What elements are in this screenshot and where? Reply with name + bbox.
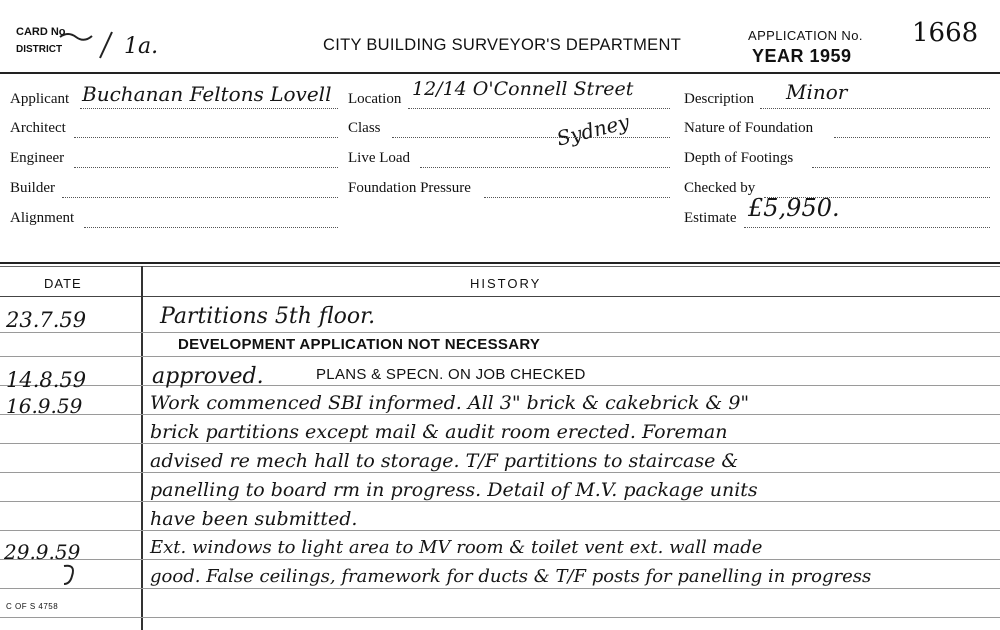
- builder-line: [62, 197, 338, 198]
- location-value: 12/14 O'Connell Street: [412, 78, 634, 100]
- architect-line: [74, 137, 338, 138]
- history-line: [0, 588, 1000, 589]
- entry-text: advised re mech hall to storage. T/F partitions to staircase &: [150, 450, 739, 472]
- application-label: APPLICATION No.: [748, 28, 863, 43]
- entry-text: Partitions 5th floor.: [160, 304, 376, 329]
- top-rule: [0, 72, 1000, 74]
- entry-text: approved.: [152, 364, 264, 389]
- checked-by-label: Checked by: [684, 180, 756, 196]
- district-value: 1a.: [124, 34, 159, 59]
- entry-date: 29.9.59: [4, 540, 81, 564]
- history-line: [0, 332, 1000, 333]
- footer-code: C OF S 4758: [6, 602, 59, 611]
- foundation-pressure-label: Foundation Pressure: [348, 180, 471, 196]
- section-divider-thin: [0, 266, 1000, 267]
- card-no-scribble: [58, 28, 98, 38]
- estimate-value: £5,950.: [748, 194, 840, 222]
- nature-foundation-label: Nature of Foundation: [684, 120, 814, 136]
- card-no-label: CARD No.: [16, 26, 69, 38]
- entry-text: Work commenced SBI informed. All 3" brick & cakebrick & 9": [150, 392, 750, 414]
- class-label: Class: [348, 120, 381, 136]
- alignment-label: Alignment: [10, 210, 75, 226]
- entry-date: 14.8.59: [6, 368, 87, 392]
- architect-label: Architect: [10, 120, 66, 136]
- entry-date: 16.9.59: [6, 394, 83, 418]
- district-label: DISTRICT: [16, 44, 63, 55]
- history-line: [0, 530, 1000, 531]
- class-line: [392, 137, 670, 138]
- date-column-header: DATE: [44, 276, 82, 291]
- location-value-2: Sydney: [554, 109, 632, 151]
- history-header-rule: [0, 296, 1000, 297]
- applicant-line: [80, 108, 338, 109]
- applicant-value: Buchanan Feltons Lovell: [82, 82, 332, 106]
- district-divider: [96, 30, 116, 60]
- alignment-line: [84, 227, 338, 228]
- date-column-separator: [141, 266, 143, 630]
- history-line: [0, 443, 1000, 444]
- builder-label: Builder: [10, 180, 55, 196]
- estimate-line: [744, 227, 990, 228]
- depth-footings-line: [812, 167, 990, 168]
- department-title: CITY BUILDING SURVEYOR'S DEPARTMENT: [323, 36, 682, 54]
- section-divider: [0, 262, 1000, 264]
- history-line: [0, 501, 1000, 502]
- entry-stamp: PLANS & SPECN. ON JOB CHECKED: [316, 366, 586, 383]
- entry-text: brick partitions except mail & audit room erected. Foreman: [150, 421, 728, 443]
- year-label: YEAR 1959: [752, 46, 852, 66]
- estimate-label: Estimate: [684, 210, 737, 226]
- history-column-header: HISTORY: [470, 276, 542, 291]
- engineer-label: Engineer: [10, 150, 65, 166]
- description-line: [760, 108, 990, 109]
- history-line: [0, 356, 1000, 357]
- history-line: [0, 385, 1000, 386]
- entry-stamp: DEVELOPMENT APPLICATION NOT NECESSARY: [178, 336, 541, 353]
- entry-text: panelling to board rm in progress. Detail of M.V. package units: [150, 479, 758, 501]
- entry-text: Ext. windows to light area to MV room & toilet vent ext. wall made: [150, 537, 763, 558]
- description-value: Minor: [786, 80, 848, 104]
- engineer-line: [74, 167, 338, 168]
- margin-mark: [60, 562, 80, 588]
- live-load-line: [420, 167, 670, 168]
- history-line: [0, 472, 1000, 473]
- history-line: [0, 559, 1000, 560]
- history-line: [0, 617, 1000, 618]
- depth-footings-label: Depth of Footings: [684, 150, 794, 166]
- location-label: Location: [348, 91, 402, 107]
- history-line: [0, 414, 1000, 415]
- description-label: Description: [684, 91, 754, 107]
- location-line: [408, 108, 670, 109]
- entry-text: have been submitted.: [150, 508, 358, 530]
- live-load-label: Live Load: [348, 150, 411, 166]
- entry-text: good. False ceilings, framework for ducts & T/F posts for panelling in progress: [150, 566, 872, 587]
- application-number: 1668: [912, 18, 979, 48]
- nature-foundation-line: [834, 137, 990, 138]
- applicant-label: Applicant: [10, 91, 70, 107]
- foundation-pressure-line: [484, 197, 670, 198]
- entry-date: 23.7.59: [6, 308, 87, 332]
